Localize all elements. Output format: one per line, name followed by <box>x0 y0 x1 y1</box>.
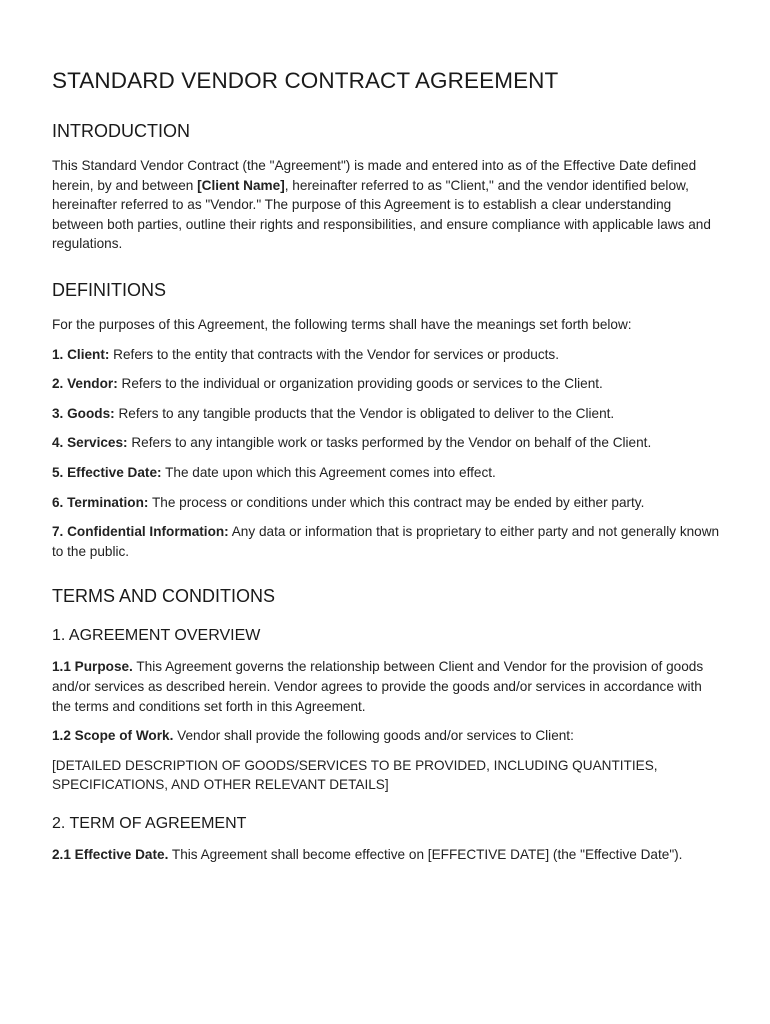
definition-item <box>52 463 724 483</box>
definition-term: 7. Confidential Information: <box>52 524 229 540</box>
scope-label: 1.2 Scope of Work. <box>52 728 174 744</box>
definition-text: Refers to the entity that contracts with the Vendor for services or products. <box>109 346 559 362</box>
definition-term: 1. Client: <box>52 346 110 362</box>
definition-item <box>52 404 724 424</box>
definition-text: The process or conditions under which this contract may be ended by either party. <box>148 494 645 510</box>
purpose-paragraph <box>52 657 724 716</box>
scope-placeholder: [DETAILED DESCRIPTION OF GOODS/SERVICES TO BE PROVIDED, INCLUDING QUANTITIES, SPECIFICATIONS, AND OTHER RELEVANT DETAILS] <box>52 757 658 793</box>
purpose-text: This Agreement governs the relationship between Client and Vendor for the provision of goods and/or services as described herein. Vendor agrees to provide the goods and/or services in accordance with the terms and conditions set forth in this Agreement. <box>52 659 704 714</box>
introduction-text-after: , hereinafter referred to as "Client," and the vendor identified below, hereinafter referred to as "Vendor." The purpose of this Agreement is to establish a clear understanding between both parties, outline their rights and responsibilities, and ensure compliance with applicable laws and regulations. <box>52 177 711 252</box>
definition-text: Refers to any intangible work or tasks performed by the Vendor on behalf of the Client. <box>127 435 652 451</box>
introduction-heading: INTRODUCTION <box>52 121 190 141</box>
purpose-label: 1.1 Purpose. <box>52 659 133 675</box>
effective-date-paragraph <box>52 845 724 865</box>
section-2-heading: 2. TERM OF AGREEMENT <box>52 814 247 832</box>
definitions-heading: DEFINITIONS <box>52 279 167 300</box>
definition-term: 3. Goods: <box>52 405 115 421</box>
introduction-paragraph <box>52 156 724 254</box>
definition-term: 4. Services: <box>52 435 128 451</box>
definition-term: 6. Termination: <box>52 494 149 510</box>
effective-date-label: 2.1 Effective Date. <box>52 846 169 862</box>
definition-text: Refers to the individual or organization providing goods or services to the Client. <box>117 376 603 392</box>
definition-text: The date upon which this Agreement comes into effect. <box>161 464 496 480</box>
document-title: STANDARD VENDOR CONTRACT AGREEMENT <box>52 68 559 93</box>
definition-item <box>52 374 724 394</box>
definition-text: Any data or information that is proprietary to either party and not generally known to the public. <box>52 524 720 559</box>
definition-item <box>52 522 724 561</box>
section-1-heading: 1. AGREEMENT OVERVIEW <box>52 627 261 645</box>
definition-text: Refers to any tangible products that the Vendor is obligated to deliver to the Client. <box>114 405 615 421</box>
document-page <box>52 68 724 874</box>
definitions-intro: For the purposes of this Agreement, the following terms shall have the meanings set forth below: <box>52 316 632 332</box>
effective-date-text: This Agreement shall become effective on [EFFECTIVE DATE] (the "Effective Date"). <box>168 846 683 862</box>
scope-paragraph <box>52 726 724 746</box>
definition-item <box>52 433 724 453</box>
introduction-text-before: This Standard Vendor Contract (the "Agreement") is made and entered into as of the Effective Date defined herein, by and between <box>52 158 697 193</box>
terms-heading: TERMS AND CONDITIONS <box>52 586 276 607</box>
client-name-placeholder: [Client Name] <box>197 177 285 193</box>
definition-item <box>52 345 724 365</box>
definition-term: 2. Vendor: <box>52 376 118 392</box>
definition-term: 5. Effective Date: <box>52 464 162 480</box>
scope-text: Vendor shall provide the following goods and/or services to Client: <box>173 728 574 744</box>
definition-item <box>52 493 724 513</box>
